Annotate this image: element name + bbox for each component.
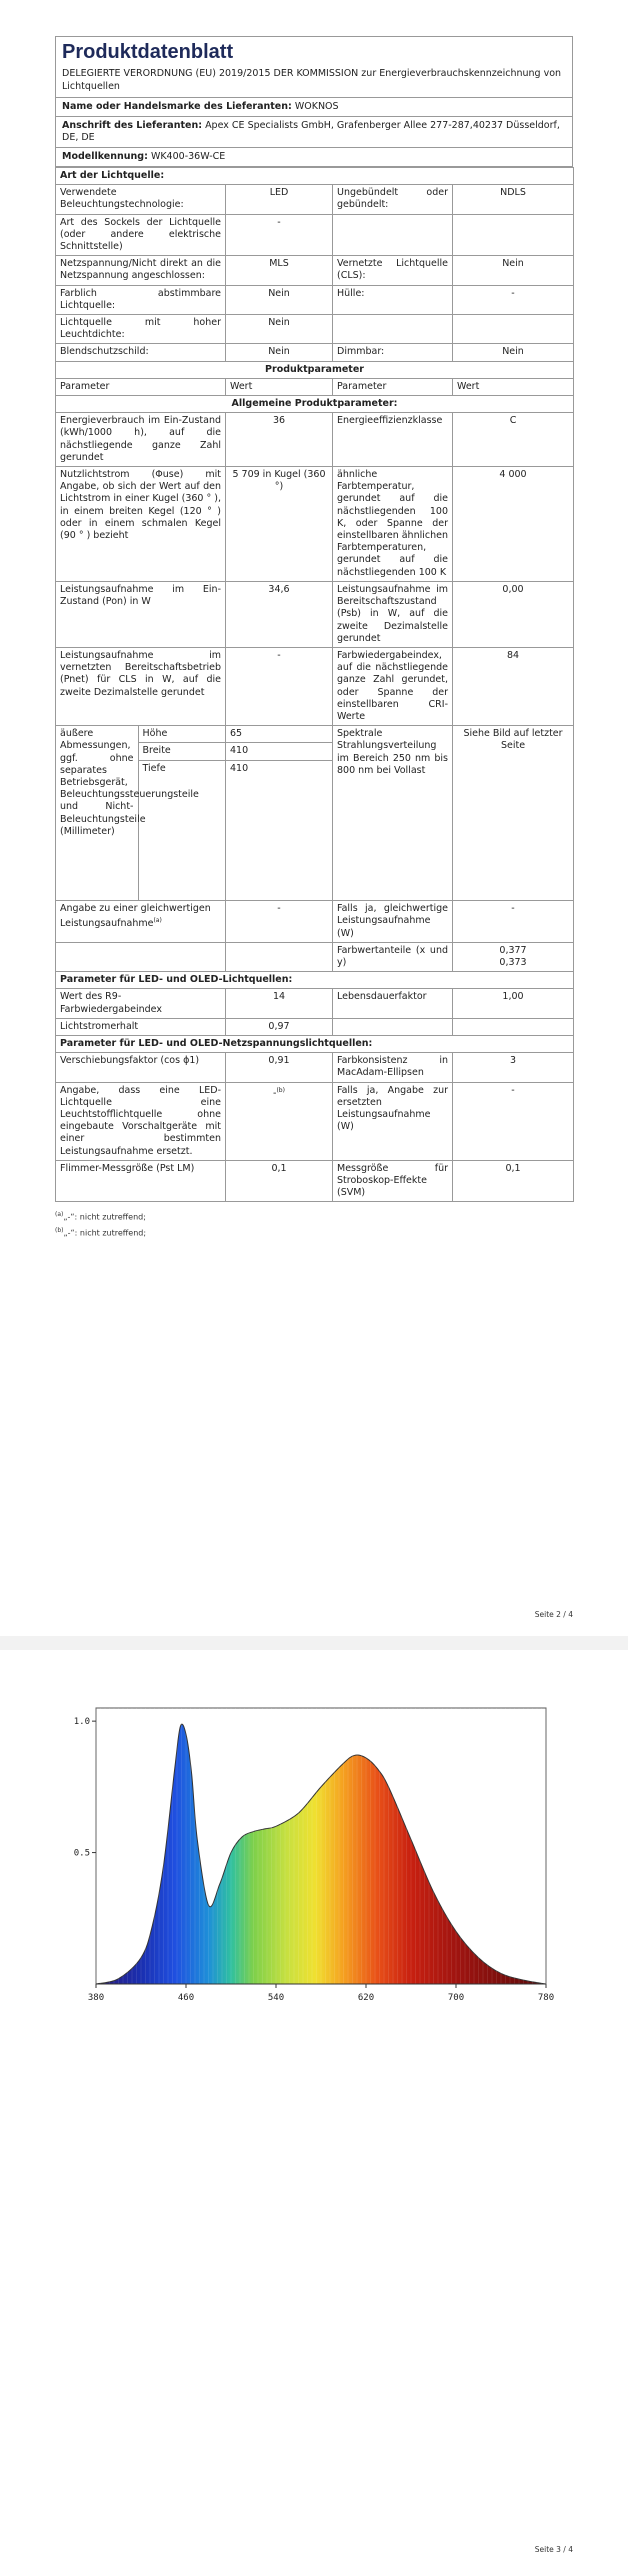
param-value: -$^{(b)}$ [226,1082,333,1160]
param-label: Ungebündelt oder gebündelt: [333,185,453,214]
table-row [56,467,574,582]
page-title: Produktdatenblatt [55,36,573,66]
dimensions-label: äußere Abmessungen, ggf. ohne separates Betriebsgerät, Beleuchtungssteuerungsteile und Nicht-Beleuchtungsteile (Millimeter) [56,726,138,900]
param-label: Falls ja, Angabe zur ersetzten Leistungsaufnahme (W) [333,1082,453,1160]
page-3 [0,1650,628,2560]
param-value: - [453,1082,574,1160]
param-label: Flimmer-Messgröße (Pst LM) [56,1160,226,1202]
param-label: Farbwiedergabeindex, auf die nächstliegende ganze Zahl gerundet, oder Spanne der einstellbaren CRI-Werte [333,647,453,725]
x-tick-label: 460 [177,1993,195,2003]
page-number: Seite 3 / 4 [534,2545,573,2554]
dim-name: Höhe [138,726,225,743]
param-value: - [226,214,333,256]
param-label: Energieverbrauch im Ein-Zustand (kWh/1000 h), auf die nächstliegende ganze Zahl gerundet [56,413,226,467]
table-row [56,344,574,361]
x-tick-label: 620 [357,1993,375,2003]
table-row [56,901,574,943]
dim-name: Breite [138,743,225,760]
param-value: 34,6 [226,581,333,647]
param-value: - [226,647,333,725]
param-value: Nein [226,315,333,344]
supplier-label: Name oder Handelsmarke des Lieferanten: [62,101,292,112]
footnote-ref: (a) [153,917,162,925]
param-label: Netzspannung/Nicht direkt an die Netzspannung angeschlossen: [56,256,226,285]
model-value: WK400-36W-CE [150,151,226,162]
param-value: 14 [226,989,333,1018]
param-value: 0,00 [453,581,574,647]
param-label: Farblich abstimmbare Lichtquelle: [56,285,226,314]
param-value: LED [226,185,333,214]
param-label: Energieeffizienzklasse [333,413,453,467]
param-label: Verwendete Beleuchtungstechnologie: [56,185,226,214]
param-value: 84 [453,647,574,725]
dimensions-subtable [56,726,225,900]
table-row [56,942,574,971]
x-tick-label: 780 [537,1993,555,2003]
param-value: Nein [453,344,574,361]
col-header: Parameter [333,378,453,395]
param-value: 4 000 [453,467,574,582]
table-row [56,1082,574,1160]
param-label: Nutzlichtstrom (Φuse) mit Angabe, ob sich der Wert auf den Lichtstrom in einer Kugel (360 ° ), in einem breiten Kegel (120 ° ) oder in einem schmalen Kegel (90 ° ) bezieht [56,467,226,582]
param-value [453,1018,574,1035]
param-label: Farbwertanteile (x und y) [333,942,453,971]
param-value: - [226,901,333,943]
param-label: Lebensdauerfaktor [333,989,453,1018]
param-label: Messgröße für Stroboskop-Effekte (SVM) [333,1160,453,1202]
chart-layer [74,1708,554,2003]
col-header: Wert [226,378,333,395]
param-value: 0,97 [226,1018,333,1035]
param-value: 0,1 [453,1160,574,1202]
spectrum-chart [58,1698,558,2028]
empty-cell [226,942,333,971]
regulation-subtitle: DELEGIERTE VERORDNUNG (EU) 2019/2015 DER KOMMISSION zur Energieverbrauchskennzeichnung von Lichtquellen [55,66,573,98]
param-label [333,214,453,256]
col-header: Parameter [56,378,226,395]
param-label: Leistungsaufnahme im vernetzten Bereitschaftsbetrieb (Pnet) für CLS in W, auf die zweite Dezimalstelle gerundet [56,647,226,725]
param-label: Wert des R9-Farbwiedergabeindex [56,989,226,1018]
table-row [56,185,574,214]
table-row [56,1160,574,1202]
param-label: Vernetzte Lichtquelle (CLS): [333,256,453,285]
dimensions-cell [56,726,226,901]
param-label: Verschiebungsfaktor (cos ϕ1) [56,1053,226,1082]
footnote-ref: (b) [276,1086,285,1094]
param-label: ähnliche Farbtemperatur, gerundet auf die nächstliegenden 100 K, oder Spanne der einstellbaren ähnlichen Farbtemperaturen, gerundet auf die nächstliegenden 100 K [333,467,453,582]
table-row [56,214,574,256]
param-label: Falls ja, gleichwertige Leistungsaufnahme (W) [333,901,453,943]
page-number: Seite 2 / 4 [534,1610,573,1619]
section-type: Art der Lichtquelle: [56,168,574,185]
param-value: 0,91 [226,1053,333,1082]
param-value: C [453,413,574,467]
supplier-row [55,98,573,117]
param-value: NDLS [453,185,574,214]
dimensions-values [226,726,333,901]
table-row [56,315,574,344]
table-row [56,1053,574,1082]
param-label [333,1018,453,1035]
page-separator [0,1636,628,1650]
param-value: Nein [226,344,333,361]
address-row [55,117,573,148]
table-row [56,726,574,901]
x-tick-label: 700 [447,1993,465,2003]
param-table [55,167,574,1202]
table-row [56,647,574,725]
table-row [56,581,574,647]
footnote: $^{(b)}$„-“: nicht zutreffend; [55,1227,147,1238]
param-value: Nein [453,256,574,285]
param-value: Nein [226,285,333,314]
param-value [453,214,574,256]
dim-value: 410 [226,743,332,760]
param-label: Hülle: [333,285,453,314]
param-label [333,315,453,344]
param-value: 0,377 0,373 [453,942,574,971]
y-tick-label: 0.5 [73,1848,90,1859]
table-row [56,256,574,285]
section-produktparameter: Produktparameter [56,361,574,378]
param-value: 1,00 [453,989,574,1018]
param-label: Leistungsaufnahme im Ein-Zustand (Pon) in W [56,581,226,647]
model-row [55,148,573,167]
param-label: Leistungsaufnahme im Bereitschaftszustand (Psb) in W, auf die zweite Dezimalstelle gerundet [333,581,453,647]
x-tick-label: 380 [87,1993,105,2003]
table-row [56,285,574,314]
param-value: 0,1 [226,1160,333,1202]
x-tick-label: 540 [267,1993,285,2003]
param-value: - [453,901,574,943]
supplier-value: WOKNOS [294,101,339,112]
dim-value: 65 [226,726,332,743]
col-header: Wert [453,378,574,395]
param-value: - [453,285,574,314]
param-label: Angabe, dass eine LED-Lichtquelle eine Leuchtstofflichtquelle ohne eingebaute Vorschaltgeräte mit einer bestimmten Leistungsaufnahme ersetzt. [56,1082,226,1160]
column-header-row [56,378,574,395]
param-value: 36 [226,413,333,467]
section-allgemeine: Allgemeine Produktparameter: [56,396,574,413]
param-label: Art des Sockels der Lichtquelle (oder andere elektrische Schnittstelle) [56,214,226,256]
footnote: $^{(a)}$„-“: nicht zutreffend; [55,1211,146,1223]
datasheet [55,36,573,1240]
table-row [56,1018,574,1035]
dim-name: Tiefe [142,762,166,774]
param-label: Dimmbar: [333,344,453,361]
footnotes [55,1208,573,1239]
section-mains: Parameter für LED- und OLED-Netzspannungslichtquellen: [56,1035,574,1052]
address-label: Anschrift des Lieferanten: [62,120,203,131]
param-label: Lichtquelle mit hoher Leuchtdichte: [56,315,226,344]
table-row [56,413,574,467]
table-row [56,989,574,1018]
param-label: Blendschutzschild: [56,344,226,361]
param-label: Farbkonsistenz in MacAdam-Ellipsen [333,1053,453,1082]
address-value: Apex CE Specialists GmbH, Grafenberger Allee 277-287,40237 Düsseldorf, DE, DE [62,120,560,143]
param-value [453,315,574,344]
empty-cell [56,942,226,971]
model-label: Modellkennung: [62,151,148,162]
param-value: MLS [226,256,333,285]
param-label: Lichtstromerhalt [56,1018,226,1035]
dim-value: 410 [230,762,249,774]
param-label: Spektrale Strahlungsverteilung im Bereich 250 nm bis 800 nm bei Vollast [333,726,453,901]
param-label: Angabe zu einer gleichwertigen Leistungsaufnahme$^{(a)}$ [56,901,226,943]
param-value: 3 [453,1053,574,1082]
param-value: Siehe Bild auf letzter Seite [453,726,574,901]
section-led: Parameter für LED- und OLED-Lichtquellen: [56,972,574,989]
y-tick-label: 1.0 [73,1717,90,1728]
param-value: 5 709 in Kugel (360 °) [226,467,333,582]
